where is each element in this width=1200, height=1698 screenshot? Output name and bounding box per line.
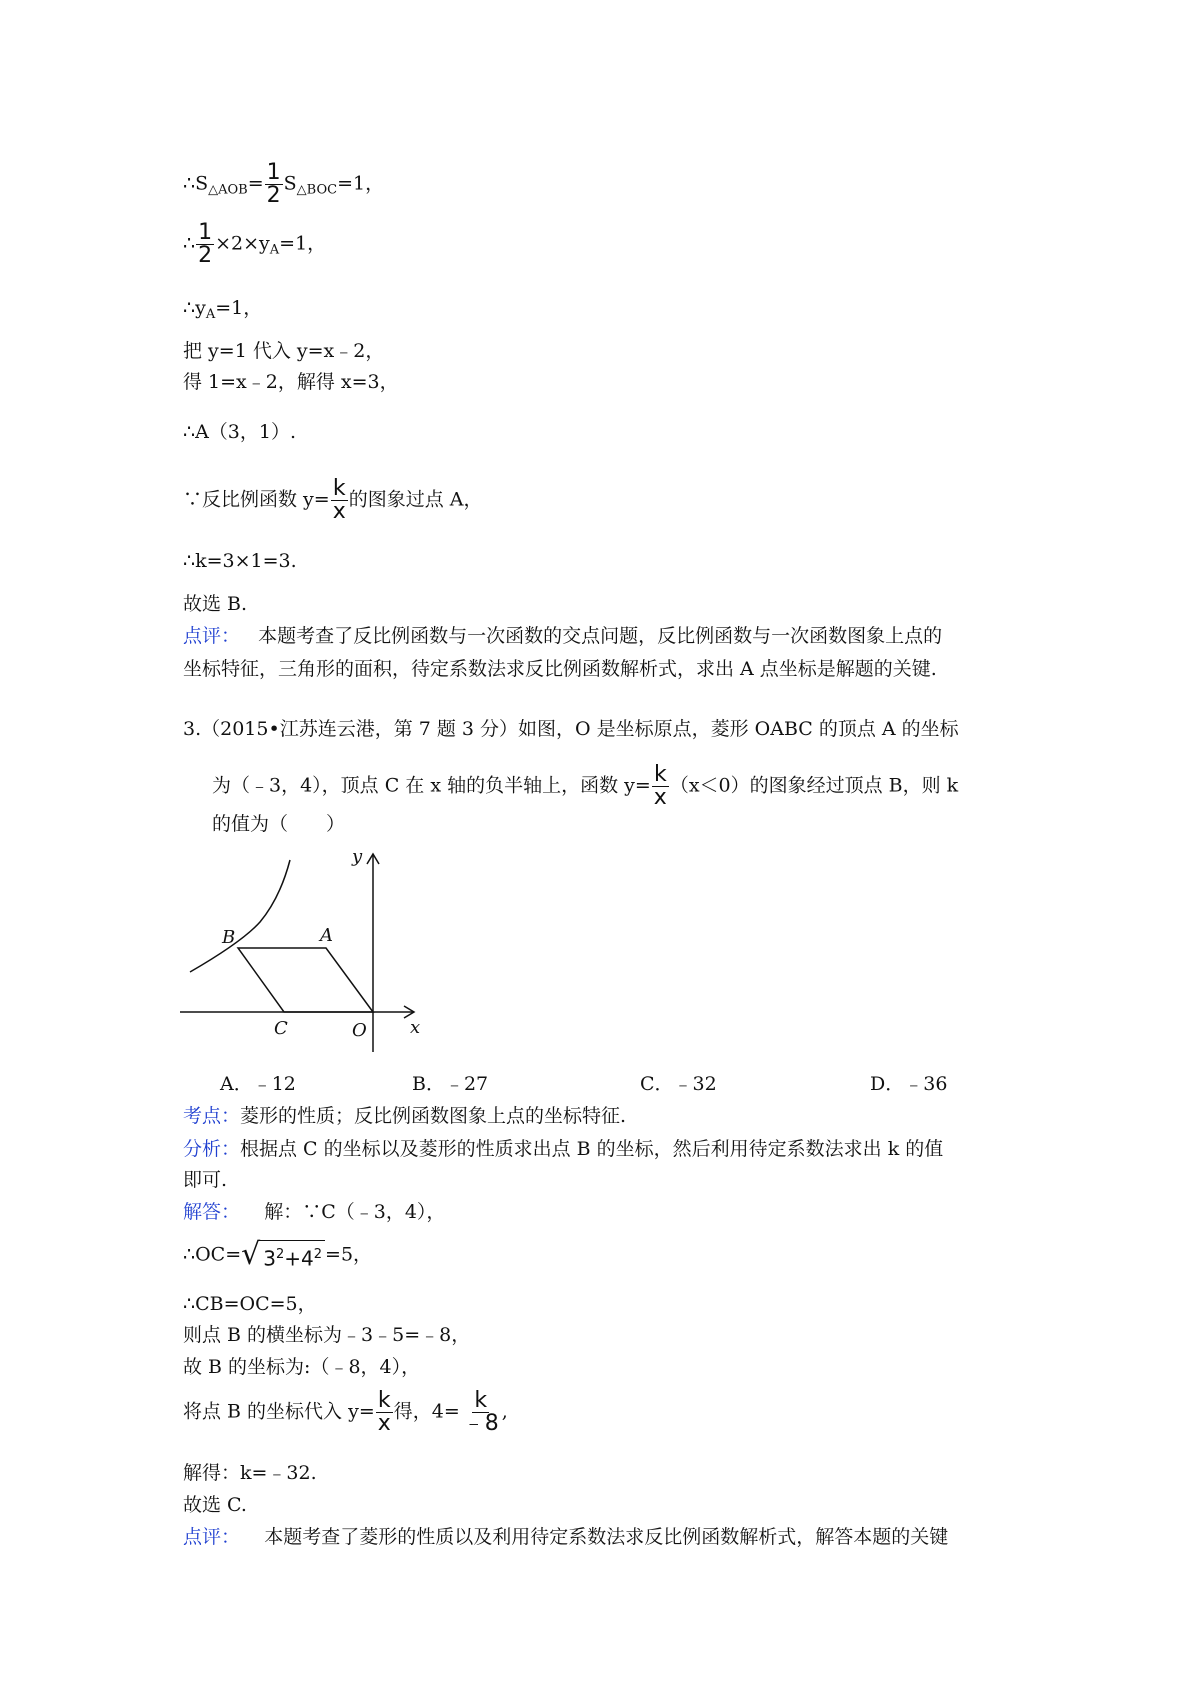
text: 的图象过点 A， <box>348 488 483 511</box>
text: S <box>283 172 297 195</box>
text-line: 坐标特征，三角形的面积，待定系数法求反比例函数解析式，求出 A 点坐标是解题的关键. <box>183 658 937 680</box>
fraction <box>376 1390 393 1435</box>
denominator: ﹣8 <box>462 1411 499 1436</box>
radicand <box>260 1240 325 1271</box>
numerator: k <box>332 476 346 501</box>
subscript: △AOB <box>208 182 248 198</box>
fenxi-line <box>183 1137 943 1161</box>
choice-a: A．﹣12 <box>220 1073 296 1095</box>
text: 将点 B 的坐标代入 y= <box>183 1400 375 1423</box>
choice-c: C．﹣32 <box>640 1073 717 1095</box>
text: 为（﹣3，4），顶点 C 在 x 轴的负半轴上，函数 y= <box>212 774 651 797</box>
text: ∵反比例函数 y= <box>183 488 330 511</box>
text: 菱形的性质；反比例函数图象上点的坐标特征. <box>240 1105 627 1127</box>
question-line <box>212 764 958 809</box>
kaodian-label: 考点： <box>183 1105 241 1127</box>
text-line: ∴A（3，1）. <box>183 421 297 443</box>
text: 3 <box>263 1246 276 1271</box>
comment-line <box>183 624 942 648</box>
text: ∴ <box>183 232 196 255</box>
choice-b: B．﹣27 <box>412 1073 489 1095</box>
text: 得，4= <box>393 1400 460 1423</box>
text-line: ∴k=3×1=3. <box>183 550 297 572</box>
fraction <box>461 1390 501 1435</box>
text: = <box>247 172 264 195</box>
text: =1， <box>337 172 385 195</box>
text-line: 得 1=x﹣2，解得 x=3， <box>183 371 399 393</box>
text: ∴OC= <box>183 1243 242 1266</box>
subscript: A <box>269 242 280 258</box>
label-c: C <box>274 1018 288 1039</box>
denominator: x <box>653 785 667 810</box>
fraction <box>265 162 283 207</box>
superscript: 2 <box>313 1247 323 1262</box>
oc-equation-line <box>183 1237 373 1272</box>
square-root <box>241 1237 325 1272</box>
label-a: A <box>320 925 333 946</box>
text: , <box>501 1400 508 1423</box>
text-line: ∴CB=OC=5， <box>183 1293 317 1315</box>
text-line: 故选 B. <box>183 593 248 615</box>
label-x: x <box>410 1017 421 1038</box>
rhombus-oabc <box>238 948 373 1012</box>
comment-label: 点评： <box>183 625 241 647</box>
choice-d: D．﹣36 <box>870 1073 948 1095</box>
fraction <box>196 222 214 267</box>
text-line: 故选 C. <box>183 1494 247 1516</box>
kaodian-line <box>183 1104 626 1128</box>
text: +4 <box>284 1246 314 1271</box>
text: 本题考查了菱形的性质以及利用待定系数法求反比例函数解析式，解答本题的关键 <box>264 1526 949 1548</box>
question-line: 3.（2015•江苏连云港，第 7 题 3 分）如图，O 是坐标原点，菱形 OABC 的顶点 A 的坐标 <box>183 718 959 740</box>
subscript: A <box>205 307 216 322</box>
numerator: 1 <box>198 220 213 245</box>
fraction <box>331 478 348 523</box>
rhombus-figure <box>178 840 438 1056</box>
area-equation-line <box>183 162 384 207</box>
jieda-label: 解答： <box>183 1201 241 1223</box>
question-line: 的值为（ ） <box>212 813 346 835</box>
label-y: y <box>352 846 363 867</box>
denominator: x <box>377 1411 391 1436</box>
text: 根据点 C 的坐标以及菱形的性质求出点 B 的坐标，然后利用待定系数法求出 k 的值 <box>240 1138 944 1160</box>
substitution-line <box>183 1390 508 1435</box>
text: 解：∵C（﹣3，4）， <box>264 1201 446 1223</box>
hyperbola-curve <box>190 860 290 972</box>
text: =1， <box>279 232 327 255</box>
ya-result-line <box>183 296 262 327</box>
numerator: k <box>653 762 667 787</box>
numerator: k <box>377 1388 391 1413</box>
text: =5， <box>325 1243 373 1266</box>
radical-sign: √ <box>241 1237 261 1272</box>
denominator: 2 <box>266 183 281 208</box>
superscript: 2 <box>275 1247 285 1262</box>
text-line: 故 B 的坐标为:（﹣8，4）， <box>183 1356 421 1378</box>
ya-equation-line <box>183 222 326 267</box>
denominator: 2 <box>198 243 213 268</box>
text: =1， <box>215 297 263 319</box>
text: ×2×y <box>215 232 270 255</box>
subscript: △BOC <box>296 182 338 198</box>
label-o: O <box>352 1020 367 1041</box>
dianping-label: 点评： <box>183 1526 241 1548</box>
text-line: 即可. <box>183 1169 228 1191</box>
text: ∴S <box>183 172 209 195</box>
dianping-line <box>183 1525 948 1549</box>
text-line: 则点 B 的横坐标为﹣3﹣5=﹣8， <box>183 1324 471 1346</box>
label-b: B <box>222 927 236 948</box>
numerator: k <box>474 1388 488 1413</box>
text: 本题考查了反比例函数与一次函数的交点问题，反比例函数与一次函数图象上点的 <box>258 625 943 647</box>
fraction <box>652 764 669 809</box>
text: ∴y <box>183 297 206 319</box>
jieda-line <box>183 1200 445 1224</box>
text-line: 解得：k=﹣32. <box>183 1462 317 1484</box>
text-line: 把 y=1 代入 y=x﹣2， <box>183 340 385 362</box>
numerator: 1 <box>266 160 281 185</box>
fenxi-label: 分析： <box>183 1138 241 1160</box>
denominator: x <box>332 499 346 524</box>
function-line <box>183 478 483 523</box>
text: （x＜0）的图象经过顶点 B，则 k <box>669 774 959 797</box>
